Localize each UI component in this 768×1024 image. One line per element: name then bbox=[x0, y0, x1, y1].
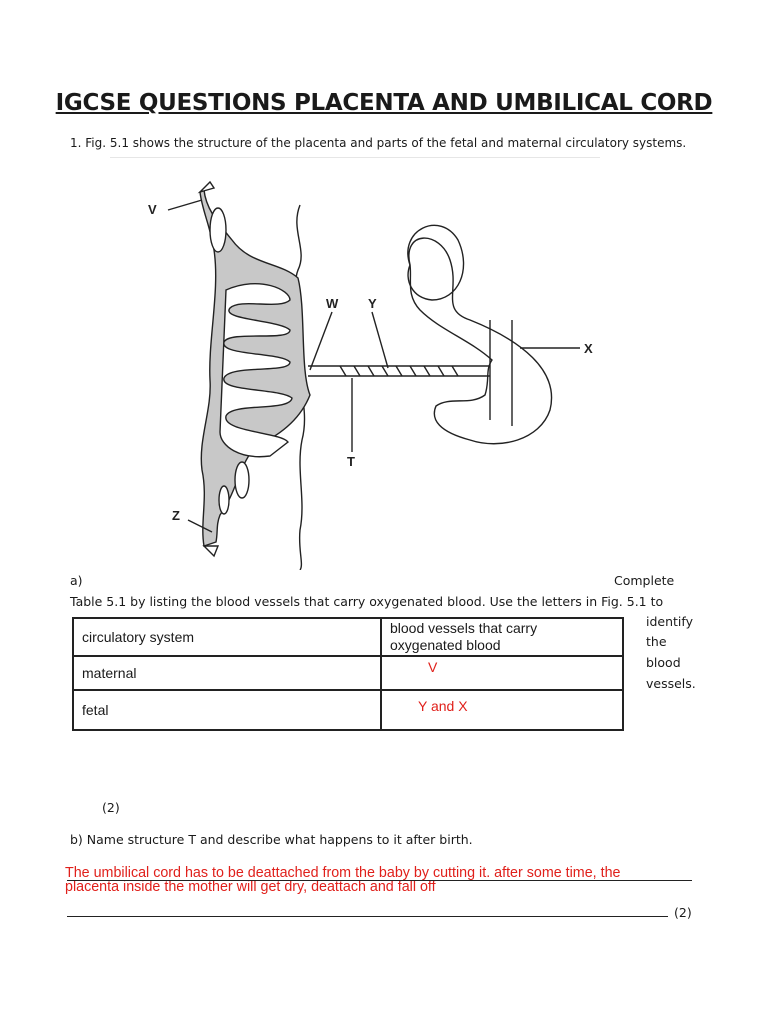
table-header-row bbox=[73, 618, 623, 656]
intro-rule bbox=[110, 157, 600, 158]
leader-w bbox=[310, 312, 332, 370]
label-x: X bbox=[584, 341, 593, 356]
placenta-figure bbox=[140, 170, 610, 570]
part-a-marks: (2) bbox=[102, 800, 120, 815]
fetal-vessel bbox=[490, 320, 512, 426]
label-w: W bbox=[326, 296, 339, 311]
aside-word: identify bbox=[646, 614, 693, 629]
lacuna bbox=[219, 486, 229, 514]
fetus-body bbox=[409, 238, 552, 444]
page-title: IGCSE QUESTIONS PLACENTA AND UMBILICAL CORD bbox=[55, 90, 713, 116]
answer-line: placenta inside the mother will get dry, deattach and fall off bbox=[65, 879, 436, 895]
row-system: maternal bbox=[73, 656, 381, 690]
answer-rule-2 bbox=[67, 916, 668, 917]
leader-v bbox=[168, 200, 202, 210]
maternal-vein bbox=[204, 546, 218, 556]
answer-line: The umbilical cord has to be deattached from the baby by cutting it. after some time, the bbox=[65, 865, 621, 881]
label-v: V bbox=[148, 202, 157, 217]
answer-rule-1 bbox=[67, 880, 692, 881]
row-answer: V bbox=[428, 659, 438, 675]
leader-y bbox=[372, 312, 388, 368]
header-line: oxygenated blood bbox=[390, 637, 501, 653]
part-a-label: a) bbox=[70, 573, 83, 588]
part-b-marks: (2) bbox=[674, 905, 692, 920]
row-answer-cell bbox=[381, 656, 623, 690]
aside-word: blood bbox=[646, 655, 681, 670]
fetus-head bbox=[408, 225, 464, 300]
row-answer: Y and X bbox=[418, 698, 468, 714]
part-a-sentence: Table 5.1 by listing the blood vessels that carry oxygenated blood. Use the letters in Fig. 5.1 to bbox=[70, 594, 664, 609]
part-a-complete: Complete bbox=[614, 573, 675, 588]
question-1-intro: 1. Fig. 5.1 shows the structure of the placenta and parts of the fetal and maternal circulatory systems. bbox=[70, 136, 687, 150]
label-z: Z bbox=[172, 508, 180, 523]
table-5-1 bbox=[72, 617, 624, 731]
cord-coil bbox=[340, 366, 458, 376]
label-y: Y bbox=[368, 296, 377, 311]
header-circulatory-system: circulatory system bbox=[73, 618, 381, 656]
row-system: fetal bbox=[73, 690, 381, 730]
part-b-question: b) Name structure T and describe what happens to it after birth. bbox=[70, 832, 473, 847]
lacuna bbox=[210, 208, 226, 252]
table-row bbox=[73, 656, 623, 690]
aside-word: vessels. bbox=[646, 676, 696, 691]
row-answer-cell bbox=[381, 690, 623, 730]
label-t: T bbox=[347, 454, 355, 469]
aside-word: the bbox=[646, 634, 667, 649]
lacuna bbox=[235, 462, 249, 498]
table-row bbox=[73, 690, 623, 730]
header-oxygenated-vessels bbox=[381, 618, 623, 656]
header-line: blood vessels that carry bbox=[390, 620, 538, 636]
maternal-artery bbox=[200, 182, 214, 192]
